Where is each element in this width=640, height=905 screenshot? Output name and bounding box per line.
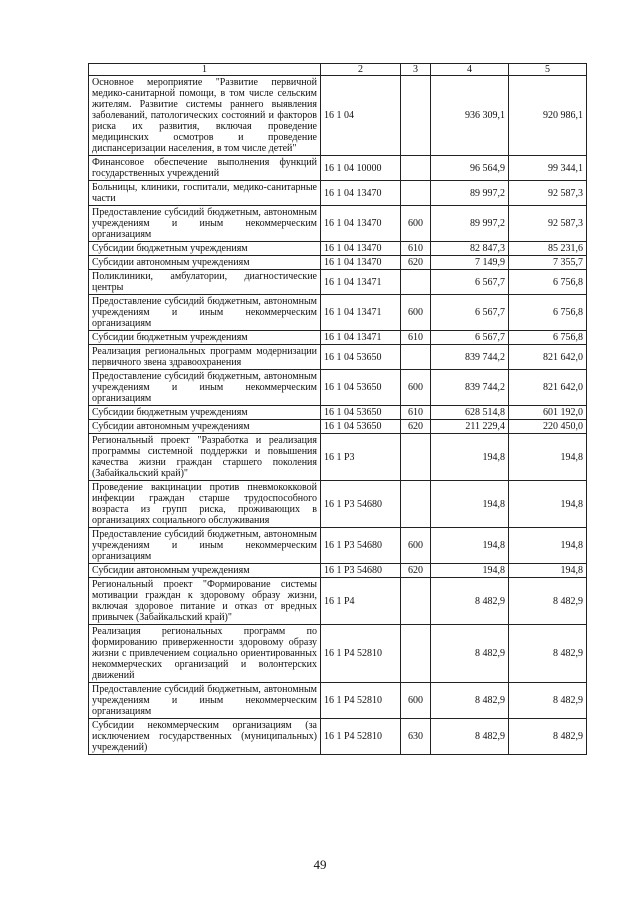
table-row	[89, 181, 587, 206]
cell-name: Предоставление субсидий бюджетным, автономным учреждениям и иным некоммерческим организациям	[89, 370, 321, 406]
cell-target-code: 16 1 P3 54680	[321, 481, 401, 528]
cell-target-code: 16 1 04 53650	[321, 345, 401, 370]
cell-name: Больницы, клиники, госпитали, медико-санитарные части	[89, 181, 321, 206]
cell-amount-col4: 8 482,9	[431, 625, 509, 683]
cell-amount-col4: 89 997,2	[431, 206, 509, 242]
budget-table	[88, 63, 587, 755]
cell-name: Проведение вакцинации против пневмококковой инфекции граждан старше трудоспособного возраста из групп риска, проживающих в организациях социального обслуживания	[89, 481, 321, 528]
cell-expense-type: 600	[401, 370, 431, 406]
cell-name: Поликлиники, амбулатории, диагностические центры	[89, 270, 321, 295]
cell-name: Субсидии автономным учреждениям	[89, 256, 321, 270]
column-header: 2	[321, 64, 401, 76]
cell-amount-col4: 89 997,2	[431, 181, 509, 206]
cell-expense-type: 620	[401, 256, 431, 270]
cell-name: Реализация региональных программ модернизации первичного звена здравоохранения	[89, 345, 321, 370]
cell-expense-type: 630	[401, 719, 431, 755]
cell-target-code: 16 1 P4 52810	[321, 683, 401, 719]
cell-expense-type	[401, 76, 431, 156]
cell-expense-type: 610	[401, 331, 431, 345]
cell-amount-col4: 194,8	[431, 434, 509, 481]
cell-amount-col4: 839 744,2	[431, 370, 509, 406]
cell-name: Региональный проект "Разработка и реализация программы системной поддержки и повышения качества жизни граждан старшего поколения (Забайкальский край)"	[89, 434, 321, 481]
table-row	[89, 481, 587, 528]
cell-target-code: 16 1 P4 52810	[321, 719, 401, 755]
table-row	[89, 331, 587, 345]
cell-target-code: 16 1 P3 54680	[321, 564, 401, 578]
cell-expense-type: 600	[401, 528, 431, 564]
column-header: 5	[509, 64, 587, 76]
cell-amount-col4: 194,8	[431, 481, 509, 528]
table-row	[89, 295, 587, 331]
cell-expense-type	[401, 434, 431, 481]
cell-name: Предоставление субсидий бюджетным, автономным учреждениям и иным некоммерческим организациям	[89, 683, 321, 719]
cell-amount-col4: 6 567,7	[431, 295, 509, 331]
cell-amount-col5: 601 192,0	[509, 406, 587, 420]
cell-amount-col4: 7 149,9	[431, 256, 509, 270]
table-body	[89, 76, 587, 755]
cell-amount-col5: 194,8	[509, 528, 587, 564]
cell-name: Основное мероприятие "Развитие первичной медико-санитарной помощи, в том числе сельским жителям. Развитие системы раннего выявления заболеваний, патологических состояний и факторов риска их развития, включая проведение медицинских осмотров и проведение диспансеризации населения, в том числе детей"	[89, 76, 321, 156]
cell-target-code: 16 1 04 13470	[321, 206, 401, 242]
cell-name: Предоставление субсидий бюджетным, автономным учреждениям и иным некоммерческим организациям	[89, 206, 321, 242]
cell-amount-col4: 6 567,7	[431, 270, 509, 295]
table-row	[89, 345, 587, 370]
cell-target-code: 16 1 04 13470	[321, 256, 401, 270]
cell-amount-col5: 6 756,8	[509, 295, 587, 331]
cell-target-code: 16 1 P3	[321, 434, 401, 481]
table-row	[89, 420, 587, 434]
table-row	[89, 528, 587, 564]
cell-expense-type: 600	[401, 683, 431, 719]
cell-target-code: 16 1 04 53650	[321, 420, 401, 434]
cell-amount-col4: 8 482,9	[431, 719, 509, 755]
cell-expense-type: 610	[401, 242, 431, 256]
cell-expense-type: 610	[401, 406, 431, 420]
cell-amount-col5: 821 642,0	[509, 370, 587, 406]
cell-amount-col5: 194,8	[509, 564, 587, 578]
table-row	[89, 256, 587, 270]
cell-amount-col5: 821 642,0	[509, 345, 587, 370]
cell-expense-type: 620	[401, 564, 431, 578]
cell-target-code: 16 1 04 13471	[321, 331, 401, 345]
cell-target-code: 16 1 04 10000	[321, 156, 401, 181]
table-header-row	[89, 64, 587, 76]
cell-name: Субсидии бюджетным учреждениям	[89, 406, 321, 420]
cell-amount-col4: 839 744,2	[431, 345, 509, 370]
cell-expense-type	[401, 156, 431, 181]
cell-target-code: 16 1 04 13471	[321, 270, 401, 295]
cell-amount-col5: 85 231,6	[509, 242, 587, 256]
cell-expense-type	[401, 270, 431, 295]
column-header: 4	[431, 64, 509, 76]
cell-target-code: 16 1 04 53650	[321, 370, 401, 406]
cell-target-code: 16 1 P4	[321, 578, 401, 625]
cell-amount-col5: 6 756,8	[509, 270, 587, 295]
cell-target-code: 16 1 P4 52810	[321, 625, 401, 683]
column-header: 3	[401, 64, 431, 76]
cell-name: Предоставление субсидий бюджетным, автономным учреждениям и иным некоммерческим организациям	[89, 528, 321, 564]
cell-expense-type: 600	[401, 295, 431, 331]
cell-amount-col5: 194,8	[509, 481, 587, 528]
cell-target-code: 16 1 04	[321, 76, 401, 156]
cell-amount-col5: 92 587,3	[509, 206, 587, 242]
cell-amount-col4: 6 567,7	[431, 331, 509, 345]
cell-amount-col5: 920 986,1	[509, 76, 587, 156]
cell-expense-type: 600	[401, 206, 431, 242]
cell-name: Реализация региональных программ по формированию приверженности здоровому образу жизни с привлечением социально ориентированных некоммерческих организаций и волонтерских движений	[89, 625, 321, 683]
table-row	[89, 76, 587, 156]
cell-name: Финансовое обеспечение выполнения функций государственных учреждений	[89, 156, 321, 181]
table-row	[89, 270, 587, 295]
cell-amount-col5: 220 450,0	[509, 420, 587, 434]
cell-name: Субсидии автономным учреждениям	[89, 564, 321, 578]
cell-name: Субсидии некоммерческим организациям (за исключением государственных (муниципальных) учреждений)	[89, 719, 321, 755]
cell-target-code: 16 1 04 13471	[321, 295, 401, 331]
page-number: 49	[313, 857, 327, 872]
table-row	[89, 406, 587, 420]
cell-name: Предоставление субсидий бюджетным, автономным учреждениям и иным некоммерческим организациям	[89, 295, 321, 331]
cell-target-code: 16 1 04 13470	[321, 242, 401, 256]
cell-amount-col4: 8 482,9	[431, 578, 509, 625]
cell-name: Региональный проект "Формирование системы мотивации граждан к здоровому образу жизни, включая здоровое питание и отказ от вредных привычек (Забайкальский край)"	[89, 578, 321, 625]
cell-amount-col5: 194,8	[509, 434, 587, 481]
table-row	[89, 564, 587, 578]
cell-name: Субсидии автономным учреждениям	[89, 420, 321, 434]
cell-expense-type	[401, 345, 431, 370]
cell-amount-col5: 6 756,8	[509, 331, 587, 345]
table-row	[89, 578, 587, 625]
cell-name: Субсидии бюджетным учреждениям	[89, 242, 321, 256]
cell-expense-type	[401, 181, 431, 206]
cell-amount-col5: 8 482,9	[509, 683, 587, 719]
cell-amount-col5: 99 344,1	[509, 156, 587, 181]
column-header: 1	[89, 64, 321, 76]
table-row	[89, 156, 587, 181]
cell-expense-type: 620	[401, 420, 431, 434]
table-row	[89, 206, 587, 242]
cell-amount-col4: 8 482,9	[431, 683, 509, 719]
cell-amount-col5: 7 355,7	[509, 256, 587, 270]
cell-amount-col4: 194,8	[431, 564, 509, 578]
cell-amount-col4: 96 564,9	[431, 156, 509, 181]
table-row	[89, 683, 587, 719]
cell-name: Субсидии бюджетным учреждениям	[89, 331, 321, 345]
cell-expense-type	[401, 578, 431, 625]
cell-expense-type	[401, 625, 431, 683]
cell-target-code: 16 1 04 53650	[321, 406, 401, 420]
cell-amount-col4: 936 309,1	[431, 76, 509, 156]
cell-expense-type	[401, 481, 431, 528]
table-row	[89, 434, 587, 481]
cell-amount-col5: 8 482,9	[509, 625, 587, 683]
cell-amount-col5: 8 482,9	[509, 578, 587, 625]
cell-amount-col4: 628 514,8	[431, 406, 509, 420]
table-row	[89, 625, 587, 683]
table-row	[89, 370, 587, 406]
cell-amount-col4: 194,8	[431, 528, 509, 564]
table-row	[89, 719, 587, 755]
cell-amount-col4: 82 847,3	[431, 242, 509, 256]
table-row	[89, 242, 587, 256]
cell-amount-col5: 92 587,3	[509, 181, 587, 206]
cell-target-code: 16 1 P3 54680	[321, 528, 401, 564]
cell-amount-col4: 211 229,4	[431, 420, 509, 434]
cell-amount-col5: 8 482,9	[509, 719, 587, 755]
cell-target-code: 16 1 04 13470	[321, 181, 401, 206]
